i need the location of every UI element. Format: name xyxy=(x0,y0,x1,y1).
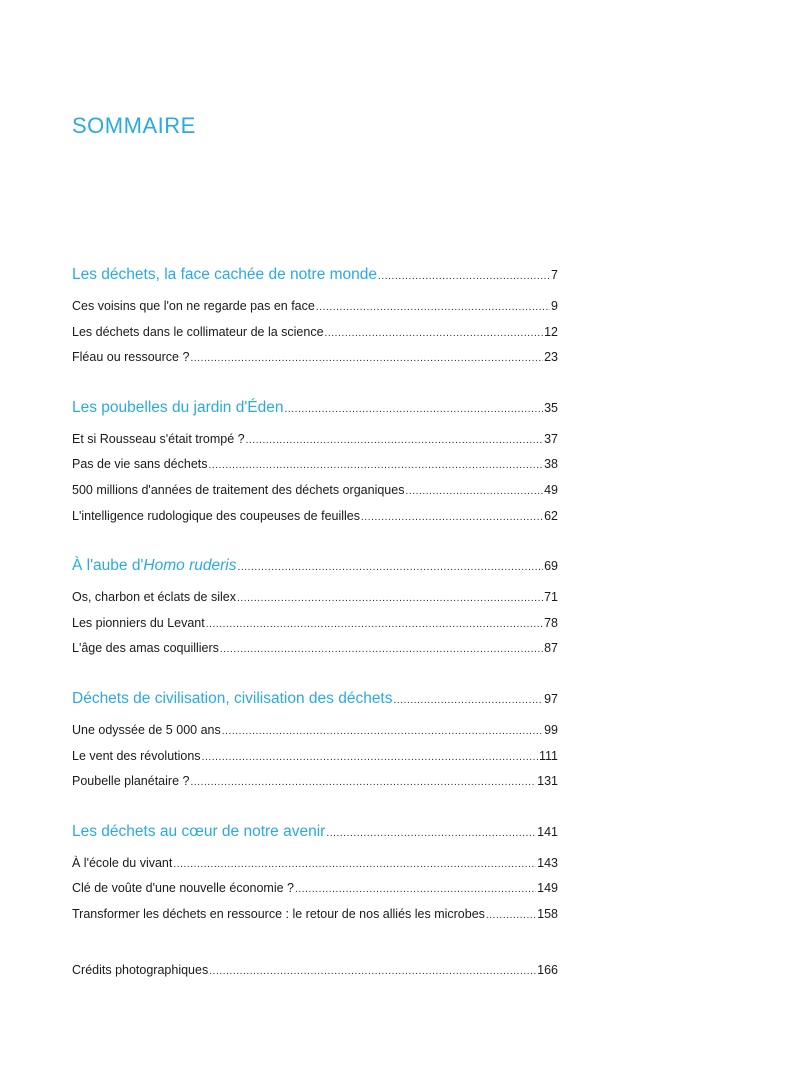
section-title: Le vent des révolutions xyxy=(72,748,201,763)
toc-chapter[interactable] xyxy=(72,557,558,583)
spacer xyxy=(72,800,558,823)
section-title: Les pionniers du Levant xyxy=(72,615,205,630)
page-number: 37 xyxy=(544,431,558,446)
section-title: Et si Rousseau s'était trompé ? xyxy=(72,431,245,446)
leader-dots xyxy=(361,509,543,523)
spacer xyxy=(72,534,558,557)
section-title: Ces voisins que l'on ne regarde pas en face xyxy=(72,299,315,313)
leader-dots xyxy=(285,399,544,417)
section-title: 500 millions d'années de traitement des déchets organiques xyxy=(72,482,405,497)
leader-dots xyxy=(190,774,536,788)
leader-dots xyxy=(316,299,550,313)
chapter-title: Les déchets au cœur de notre avenir xyxy=(72,822,326,840)
toc-section[interactable] xyxy=(72,641,558,667)
page-number: 35 xyxy=(544,400,558,415)
toc-section[interactable] xyxy=(72,299,558,325)
page-number: 87 xyxy=(544,641,558,656)
section-title: Os, charbon et éclats de silex xyxy=(72,590,236,605)
leader-dots xyxy=(295,881,536,895)
toc-section[interactable] xyxy=(72,509,558,535)
table-of-contents xyxy=(72,266,558,988)
leader-dots xyxy=(237,557,543,575)
toc-section[interactable] xyxy=(72,350,558,376)
leader-dots xyxy=(173,856,536,870)
leader-dots xyxy=(220,641,543,655)
section-title: Une odyssée de 5 000 ans xyxy=(72,722,221,737)
page-number: 158 xyxy=(537,906,558,921)
chapter-title: Les déchets, la face cachée de notre monde xyxy=(72,266,378,283)
leader-dots xyxy=(405,483,543,497)
section-title: Poubelle planétaire ? xyxy=(72,774,190,789)
page-number: 166 xyxy=(537,962,558,977)
page-number: 149 xyxy=(537,881,558,896)
chapter-title xyxy=(72,557,236,575)
section-title: L'intelligence rudologique des coupeuses de feuilles xyxy=(72,508,361,523)
spacer xyxy=(72,667,558,690)
leader-dots xyxy=(209,963,536,977)
leader-dots xyxy=(325,325,544,339)
leader-dots xyxy=(237,590,543,604)
leader-dots xyxy=(486,907,536,921)
page-number: 99 xyxy=(544,722,558,737)
page-number: 38 xyxy=(544,457,558,472)
page-number: 143 xyxy=(537,855,558,870)
toc-section[interactable] xyxy=(72,856,558,882)
toc-section[interactable] xyxy=(72,457,558,483)
chapter-title: Les poubelles du jardin d'Éden xyxy=(72,398,284,416)
toc-section[interactable] xyxy=(72,325,558,351)
credits-title: Crédits photographiques xyxy=(72,962,209,977)
leader-dots xyxy=(202,749,538,763)
leader-dots xyxy=(209,457,544,471)
leader-dots xyxy=(206,616,543,630)
toc-section[interactable] xyxy=(72,881,558,907)
page-number: 69 xyxy=(544,559,558,574)
leader-dots xyxy=(222,723,543,737)
spacer xyxy=(72,933,558,963)
leader-dots xyxy=(190,350,543,364)
page-number: 23 xyxy=(544,350,558,365)
page-number: 78 xyxy=(544,615,558,630)
toc-section[interactable] xyxy=(72,749,558,775)
toc-section[interactable] xyxy=(72,774,558,800)
page-number: 62 xyxy=(544,508,558,523)
section-title: Les déchets dans le collimateur de la science xyxy=(72,324,324,339)
toc-section[interactable] xyxy=(72,432,558,458)
section-title: Pas de vie sans déchets xyxy=(72,457,208,472)
toc-credits[interactable] xyxy=(72,963,558,989)
section-title: Clé de voûte d'une nouvelle économie ? xyxy=(72,881,294,896)
chapter-title: Déchets de civilisation, civilisation des déchets xyxy=(72,689,393,707)
section-title: Fléau ou ressource ? xyxy=(72,350,190,365)
toc-section[interactable] xyxy=(72,483,558,509)
toc-chapter[interactable] xyxy=(72,690,558,716)
page-title: SOMMAIRE xyxy=(72,112,196,138)
page-number: 7 xyxy=(551,268,558,282)
page-number: 12 xyxy=(544,324,558,339)
page-number: 97 xyxy=(544,691,558,706)
chapter-title-prefix: À l'aube d' xyxy=(72,557,144,575)
page-number: 9 xyxy=(551,299,558,313)
page-number: 111 xyxy=(538,748,558,763)
section-title: À l'école du vivant xyxy=(72,855,173,870)
toc-chapter[interactable] xyxy=(72,266,558,292)
leader-dots xyxy=(326,823,536,841)
toc-chapter[interactable] xyxy=(72,399,558,425)
toc-section[interactable] xyxy=(72,723,558,749)
toc-section[interactable] xyxy=(72,590,558,616)
toc-section[interactable] xyxy=(72,907,558,933)
section-title: Transformer les déchets en ressource : le retour de nos alliés les microbes xyxy=(72,906,485,921)
page-number: 49 xyxy=(544,482,558,497)
section-title: L'âge des amas coquilliers xyxy=(72,641,219,656)
leader-dots xyxy=(394,690,544,708)
spacer xyxy=(72,376,558,399)
page-number: 141 xyxy=(537,824,558,839)
toc-chapter[interactable] xyxy=(72,823,558,849)
toc-section[interactable] xyxy=(72,616,558,642)
page-number: 131 xyxy=(537,774,558,789)
page-number: 71 xyxy=(544,590,558,605)
leader-dots xyxy=(246,432,543,446)
chapter-title-italic: Homo ruderis xyxy=(143,557,237,575)
leader-dots xyxy=(378,266,550,284)
